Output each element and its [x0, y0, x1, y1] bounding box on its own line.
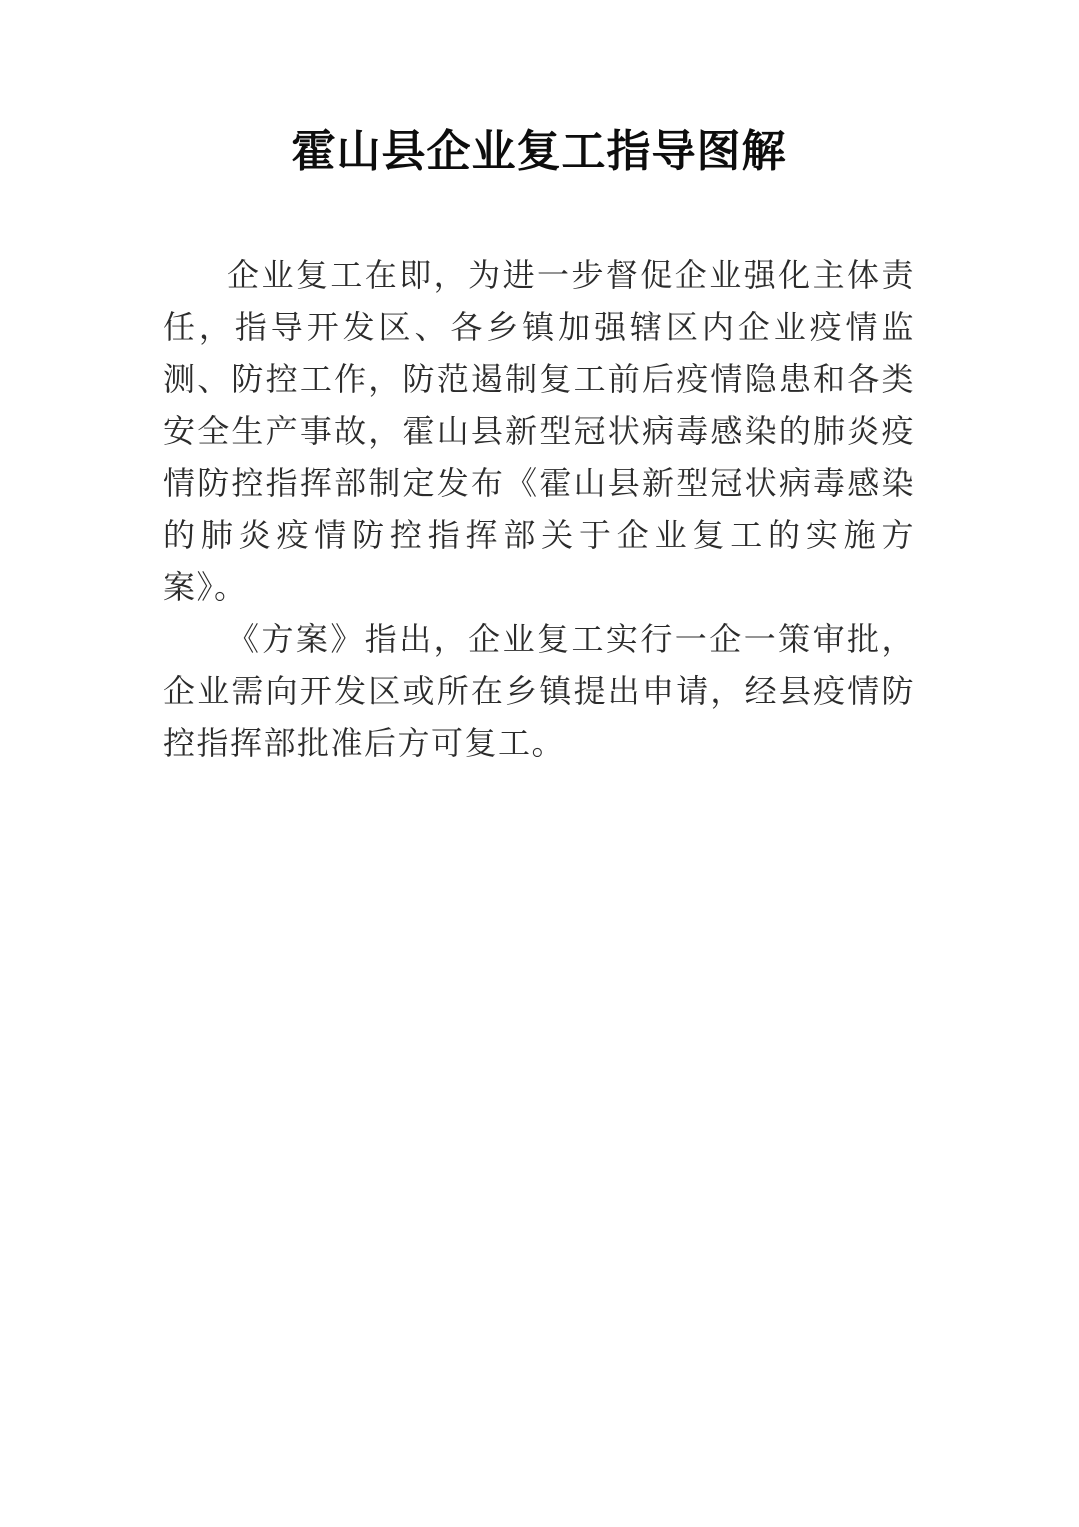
document-title: 霍山县企业复工指导图解 [291, 127, 787, 176]
paragraph-plan-summary: 《方案》指出，企业复工实行一企一策审批，企业需向开发区或所在乡镇提出申请，经县疫情防控指挥部批准后方可复工。 [163, 620, 915, 761]
document-body [163, 249, 915, 769]
paragraph-intro: 企业复工在即，为进一步督促企业强化主体责任，指导开发区、各乡镇加强辖区内企业疫情监测、防控工作，防范遏制复工前后疫情隐患和各类安全生产事故，霍山县新型冠状病毒感染的肺炎疫情防控指挥部制定发布《霍山县新型冠状病毒感染的肺炎疫情防控指挥部关于企业复工的实施方案》。 [163, 256, 915, 605]
